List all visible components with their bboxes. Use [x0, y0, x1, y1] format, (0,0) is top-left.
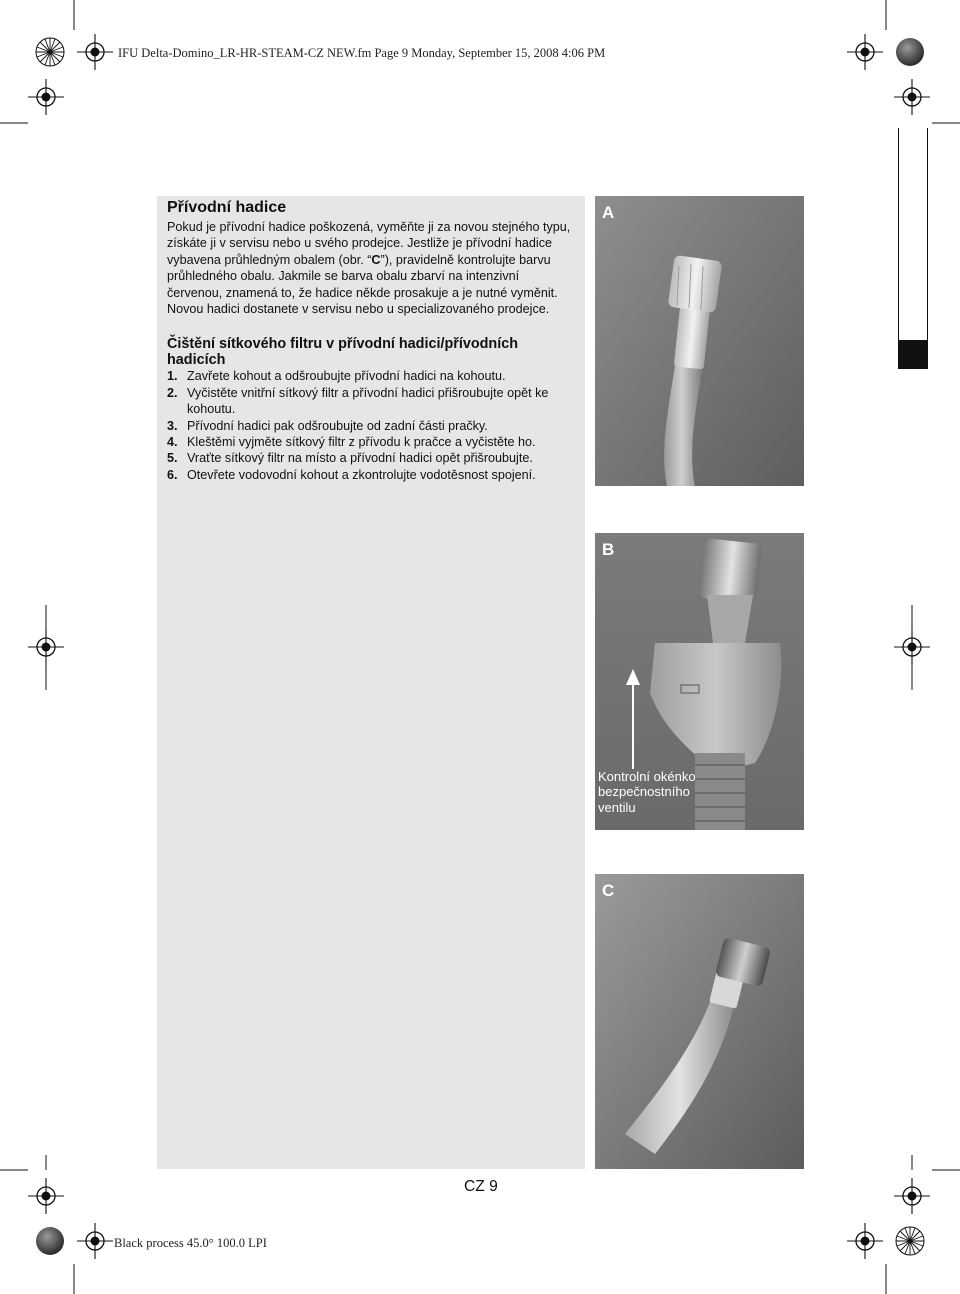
paragraph-text-before: Pokud je přívodní hadice poškozená, vyměňte ji za novou stejného typu, získáte ji v servisu nebo u svého prodejce. Jestliže je přívodní hadice vybavena průhledným obalem (obr. “	[167, 220, 571, 267]
photo-a-image	[595, 196, 804, 486]
step-item	[167, 385, 575, 418]
step-item	[167, 368, 575, 384]
step-text: Vraťte sítkový filtr na místo a přívodní hadici opět přišroubujte.	[187, 451, 533, 466]
step-text: Otevřete vodovodní kohout a zkontrolujte vodotěsnost spojení.	[187, 467, 536, 482]
figure-label-a: A	[602, 203, 615, 222]
cleaning-steps-list	[167, 368, 575, 483]
step-number: 6.	[167, 467, 178, 482]
step-text: Vyčistěte vnitřní sítkový filtr a přívodní hadici přišroubujte opět ke kohoutu.	[187, 385, 549, 417]
step-number: 1.	[167, 369, 178, 384]
step-number: 5.	[167, 451, 178, 466]
step-item	[167, 434, 575, 450]
photo-c-image	[595, 874, 804, 1169]
photo-a	[595, 196, 804, 486]
section-title-inlet-hose: Přívodní hadice	[167, 199, 287, 216]
page-number: CZ 9	[464, 1178, 498, 1195]
paragraph-text-after: ”), pravidelně kontrolujte barvu průhledného obalu. Jakmile se barva obalu zbarví na intenzivní červenou, znamená to, že hadice někde prosakuje a je nutné vyměnit. Novou hadici dostanete v servisu nebo u specializovaného prodejce.	[167, 252, 558, 317]
figure-label-b: B	[602, 540, 615, 559]
step-number: 3.	[167, 418, 178, 433]
side-tab-marker	[898, 340, 928, 369]
print-footer: Black process 45.0° 100.0 LPI	[114, 1236, 267, 1250]
photo-c	[595, 874, 804, 1169]
step-text: Kleštěmi vyjměte sítkový filtr z přívodu k pračce a vyčistěte ho.	[187, 435, 536, 450]
step-item	[167, 418, 575, 434]
valve-window-callout: Kontrolní okénko bezpečnostního ventilu	[598, 769, 696, 815]
section-title-filter-cleaning: Čištění sítkového filtru v přívodní hadici/přívodních hadicích	[167, 336, 519, 368]
step-item	[167, 450, 575, 466]
side-tab-frame	[898, 128, 928, 368]
step-item	[167, 467, 575, 483]
step-number: 2.	[167, 385, 178, 400]
inlet-hose-paragraph	[167, 219, 575, 317]
step-number: 4.	[167, 435, 178, 450]
step-text: Přívodní hadici pak odšroubujte od zadní části pračky.	[187, 418, 488, 433]
figure-label-c: C	[602, 881, 615, 900]
figure-reference: C	[371, 252, 381, 267]
photo-b	[595, 533, 804, 830]
instructions-panel	[157, 196, 585, 1169]
step-text: Zavřete kohout a odšroubujte přívodní hadici na kohoutu.	[187, 369, 506, 384]
print-header: IFU Delta-Domino_LR-HR-STEAM-CZ NEW.fm Page 9 Monday, September 15, 2008 4:06 PM	[118, 46, 606, 60]
